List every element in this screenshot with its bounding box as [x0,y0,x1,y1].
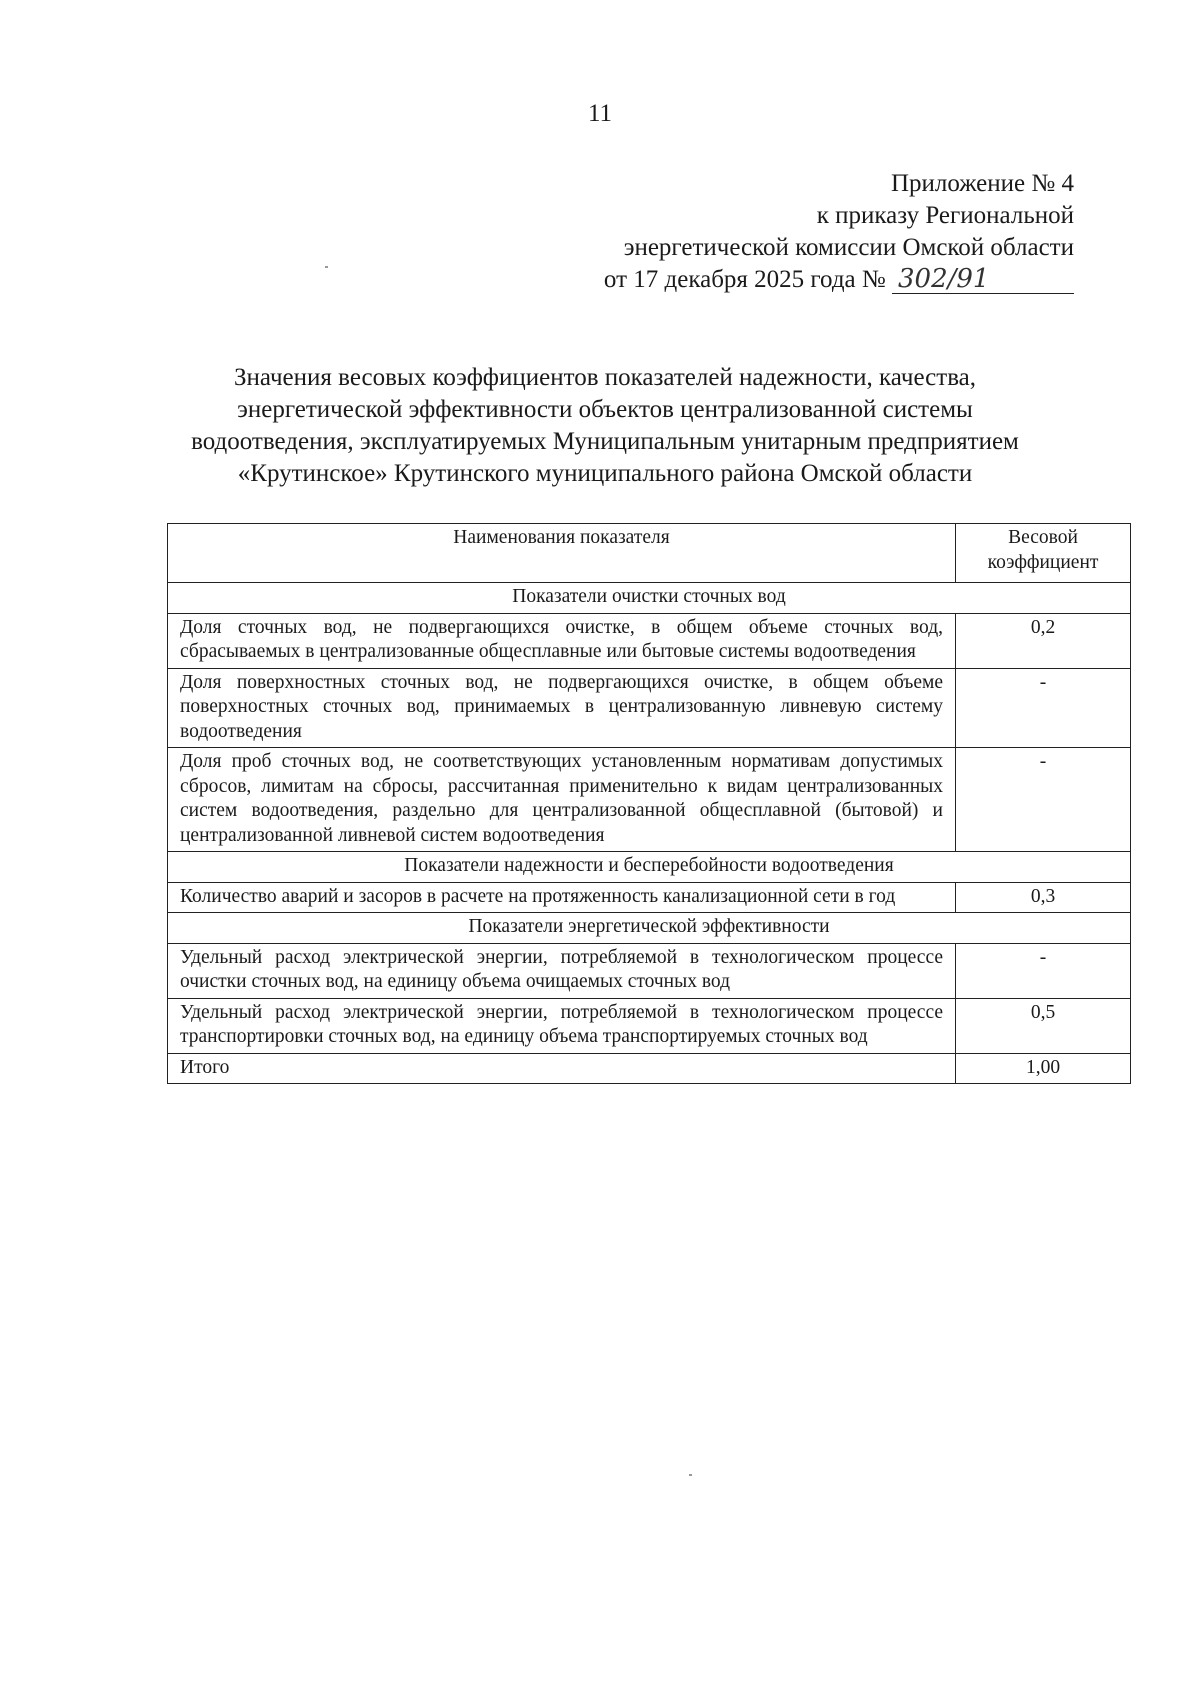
title-line: энергетической эффективности объектов централизованной системы [237,396,973,423]
indicator-name: Доля поверхностных сточных вод, не подвергающихся очистке, в общем объеме поверхностных сточных вод, принимаемых в централизованную ливневую систему водоотведения [168,668,956,748]
indicator-coef: 0,2 [956,613,1131,668]
table-row [168,748,1131,852]
appendix-order-ref: к приказу Региональной [816,202,1074,229]
header-coef: Весовой коэффициент [956,524,1131,583]
indicator-coef: - [956,668,1131,748]
appendix-date: от 17 декабря 2025 года № [603,266,886,293]
total-row [168,1053,1131,1084]
section-title: Показатели энергетической эффективности [168,913,1131,944]
appendix-commission: энергетической комиссии Омской области [623,234,1074,261]
section-title: Показатели надежности и бесперебойности водоотведения [168,852,1131,883]
indicator-name: Удельный расход электрической энергии, потребляемой в технологическом процессе очистки сточных вод, на единицу объема очищаемых сточных вод [168,943,956,998]
table-row [168,613,1131,668]
appendix-title: Приложение № 4 [890,170,1074,197]
indicator-name: Доля проб сточных вод, не соответствующих установленным нормативам допустимых сбросов, лимитам на сбросы, рассчитанная применительно к видам централизованных систем водоотведения, раздельно для централизованной общесплавной (бытовой) и централизованной ливневой систем водоотведения [168,748,956,852]
scan-speck [325,266,328,268]
appendix-block [604,168,1074,296]
indicator-name: Удельный расход электрической энергии, потребляемой в технологическом процессе транспортировки сточных вод, на единицу объема транспортируемых сточных вод [168,998,956,1053]
table-row [168,998,1131,1053]
indicator-name: Количество аварий и засоров в расчете на протяженность канализационной сети в год [168,882,956,913]
table-row [168,668,1131,748]
table-header-row [168,524,1131,583]
indicator-coef: - [956,748,1131,852]
section-row [168,913,1131,944]
total-value: 1,00 [956,1053,1131,1084]
title-line: Значения весовых коэффициентов показателей надежности, качества, [233,364,977,391]
section-title: Показатели очистки сточных вод [168,583,1131,614]
indicator-name: Доля сточных вод, не подвергающихся очистке, в общем объеме сточных вод, сбрасываемых в централизованные общесплавные или бытовые системы водоотведения [168,613,956,668]
scan-speck [689,1474,692,1476]
order-number-handwritten: 302/91 [892,265,1074,294]
header-name: Наименования показателя [168,524,956,583]
table-row [168,943,1131,998]
section-row [168,852,1131,883]
page-number: 11 [587,100,613,127]
coefficients-table [167,523,1131,1084]
document-title [150,362,1060,490]
table-row [168,882,1131,913]
indicator-coef: 0,3 [956,882,1131,913]
title-line: «Крутинское» Крутинского муниципального района Омской области [237,460,973,487]
total-label: Итого [168,1053,956,1084]
title-line: водоотведения, эксплуатируемых Муниципальным унитарным предприятием [191,428,1019,455]
indicator-coef: - [956,943,1131,998]
indicator-coef: 0,5 [956,998,1131,1053]
appendix-date-line [604,264,1074,296]
section-row [168,583,1131,614]
